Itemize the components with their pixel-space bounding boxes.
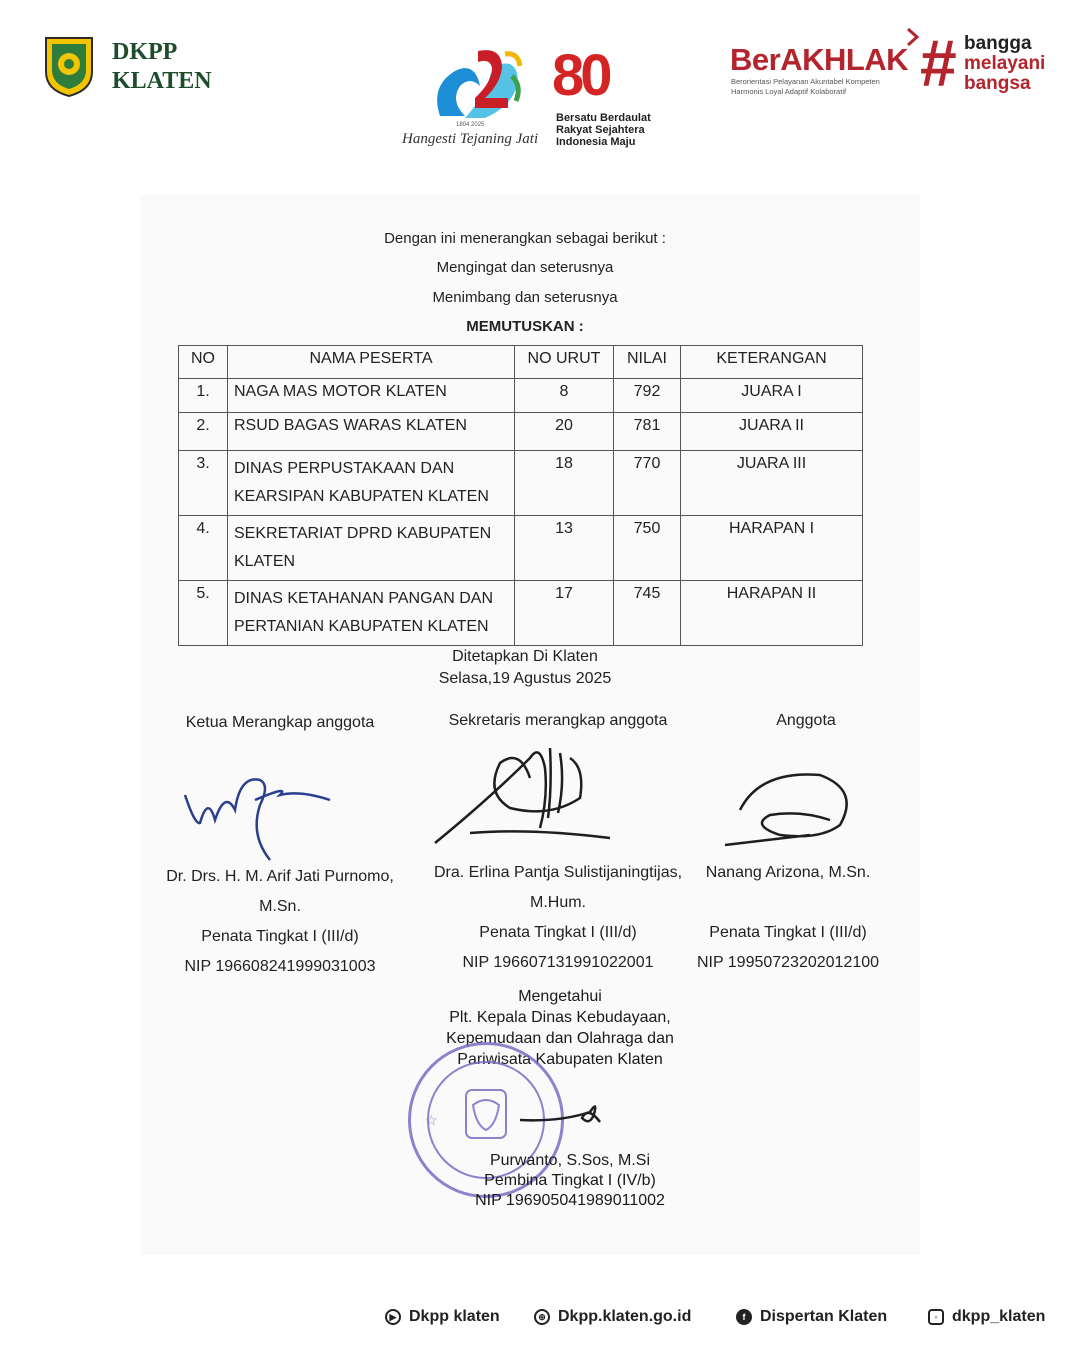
tagline-line: Bersatu Berdaulat — [556, 112, 651, 124]
th-nama: NAMA PESERTA — [228, 346, 515, 379]
table-header-row — [179, 346, 863, 379]
kepala-nip: NIP 196905041989011002 — [475, 1192, 665, 1209]
footer-website-label: Dkpp.klaten.go.id — [558, 1308, 692, 1325]
th-urut: NO URUT — [515, 346, 614, 379]
hashtag-icon: # — [920, 26, 957, 100]
cell-nama: DINAS KETAHANAN PANGAN DAN PERTANIAN KABUPATEN KLATEN — [228, 581, 515, 646]
cell-urut: 20 — [515, 413, 614, 451]
doc-menimbang: Menimbang dan seterusnya — [432, 289, 618, 306]
signer-anggota — [656, 706, 956, 736]
independence-tagline — [556, 112, 651, 148]
footer-instagram[interactable] — [928, 1308, 1045, 1326]
footer-youtube-label: Dkpp klaten — [409, 1308, 500, 1325]
bangga-line: bangsa — [964, 73, 1031, 94]
acknowledge-title: Kepemudaan dan Olahraga dan — [446, 1030, 674, 1047]
cell-nilai: 781 — [614, 413, 681, 451]
table-row — [179, 451, 863, 516]
org-name-line1: DKPP — [112, 39, 178, 65]
signer-nip: NIP 19950723202012100 — [696, 954, 880, 971]
cell-no: 3. — [179, 451, 228, 516]
cell-urut: 17 — [515, 581, 614, 646]
acknowledge-title: Pariwisata Kabupaten Klaten — [457, 1051, 663, 1068]
hangesti-logo — [430, 46, 525, 126]
table-row — [179, 413, 863, 451]
signer-rank: Penata Tingkat I (III/d) — [201, 928, 359, 945]
acknowledge-title: Plt. Kepala Dinas Kebudayaan, — [449, 1009, 671, 1026]
cell-no: 1. — [179, 379, 228, 413]
cell-nilai: 750 — [614, 516, 681, 581]
signer-role: Ketua Merangkap anggota — [185, 714, 375, 731]
signer-rank: Penata Tingkat I (III/d) — [709, 924, 867, 941]
signature-ketua — [180, 765, 350, 870]
signer-rank: Penata Tingkat I (III/d) — [479, 924, 637, 941]
cell-nilai: 770 — [614, 451, 681, 516]
org-name — [112, 38, 212, 96]
doc-intro: Dengan ini menerangkan sebagai berikut : — [384, 230, 666, 247]
globe-icon: ⊕ — [534, 1309, 550, 1325]
signer-role: Anggota — [776, 712, 836, 729]
doc-place: Ditetapkan Di Klaten — [452, 648, 598, 665]
berakhlak-sub-line: Harmonis Loyal Adaptif Kolaboratif — [731, 87, 847, 96]
berakhlak-sub-line: Berorientasi Pelayanan Akuntabel Kompeten — [731, 77, 880, 86]
footer-instagram-label: dkpp_klaten — [952, 1308, 1046, 1325]
footer-website[interactable] — [534, 1308, 691, 1326]
footer-facebook-label: Dispertan Klaten — [760, 1308, 888, 1325]
berakhlak-logo: BerAKHLAK — [730, 42, 909, 77]
youtube-icon: ▶ — [385, 1309, 401, 1325]
berakhlak-subtitle — [731, 77, 880, 97]
cell-nama: NAGA MAS MOTOR KLATEN — [228, 379, 515, 413]
signer-nip: NIP 196607131991022001 — [462, 954, 654, 971]
cell-keterangan: HARAPAN II — [681, 581, 863, 646]
table-row — [179, 379, 863, 413]
cell-nama: SEKRETARIAT DPRD KABUPATEN KLATEN — [228, 516, 515, 581]
signer-role: Sekretaris merangkap anggota — [448, 712, 668, 729]
kepala-rank: Pembina Tingkat I (IV/b) — [484, 1172, 656, 1189]
svg-text:☆: ☆ — [425, 1112, 438, 1128]
facebook-icon: f — [736, 1309, 752, 1325]
signer-degree: M.Hum. — [530, 894, 586, 911]
hangesti-years: 1804 2025 — [456, 122, 485, 128]
footer-facebook[interactable] — [736, 1308, 887, 1326]
bangga-melayani-bangsa — [964, 34, 1045, 94]
cell-urut: 18 — [515, 451, 614, 516]
bangga-line: melayani — [964, 53, 1046, 74]
th-no: NO — [179, 346, 228, 379]
kepala-name: Purwanto, S.Sos, M.Si — [489, 1152, 651, 1169]
cell-no: 4. — [179, 516, 228, 581]
doc-mengingat: Mengingat dan seterusnya — [436, 259, 614, 276]
acknowledge-label: Mengetahui — [518, 988, 602, 1005]
signer-nip: NIP 196608241999031003 — [184, 958, 376, 975]
th-keterangan: KETERANGAN — [681, 346, 863, 379]
cell-no: 2. — [179, 413, 228, 451]
signature-anggota — [720, 765, 860, 860]
cell-keterangan: JUARA I — [681, 379, 863, 413]
cell-keterangan: JUARA III — [681, 451, 863, 516]
org-name-line2: KLATEN — [112, 68, 212, 94]
signer-ketua — [130, 708, 430, 738]
cell-no: 5. — [179, 581, 228, 646]
cell-urut: 8 — [515, 379, 614, 413]
signer-anggota-details — [658, 858, 918, 978]
results-table — [178, 345, 863, 646]
cell-nama: DINAS PERPUSTAKAAN DAN KEARSIPAN KABUPATEN KLATEN — [228, 451, 515, 516]
instagram-icon: ◦ — [928, 1309, 944, 1325]
signer-name: Dr. Drs. H. M. Arif Jati Purnomo, — [166, 868, 394, 885]
doc-date: Selasa,19 Agustus 2025 — [438, 670, 612, 687]
table-row — [179, 516, 863, 581]
cell-keterangan: HARAPAN I — [681, 516, 863, 581]
signer-degree: M.Sn. — [259, 898, 301, 915]
cell-keterangan: JUARA II — [681, 413, 863, 451]
berakhlak-chevron-icon — [905, 26, 921, 53]
footer-youtube[interactable] — [385, 1308, 500, 1326]
hangesti-text: Hangesti Tejaning Jati — [402, 131, 539, 147]
kepala-details — [420, 1151, 720, 1211]
bangga-line: bangga — [964, 33, 1032, 54]
cell-nilai: 792 — [614, 379, 681, 413]
cell-urut: 13 — [515, 516, 614, 581]
signer-name: Nanang Arizona, M.Sn. — [705, 864, 871, 881]
signature-sekretaris — [430, 738, 620, 853]
table-row — [179, 581, 863, 646]
tagline-line: Indonesia Maju — [556, 136, 636, 148]
signer-ketua-details — [130, 862, 430, 982]
cell-nama: RSUD BAGAS WARAS KLATEN — [228, 413, 515, 451]
doc-heading: MEMUTUSKAN : — [466, 318, 584, 335]
th-nilai: NILAI — [614, 346, 681, 379]
signer-name: Dra. Erlina Pantja Sulistijaningtijas, — [433, 864, 683, 881]
dkpp-logo — [44, 36, 94, 98]
eighty-logo: 80 — [552, 43, 609, 108]
signer-degree — [658, 888, 918, 918]
cell-nilai: 745 — [614, 581, 681, 646]
tagline-line: Rakyat Sejahtera — [556, 124, 645, 136]
signature-kepala — [520, 1092, 610, 1137]
